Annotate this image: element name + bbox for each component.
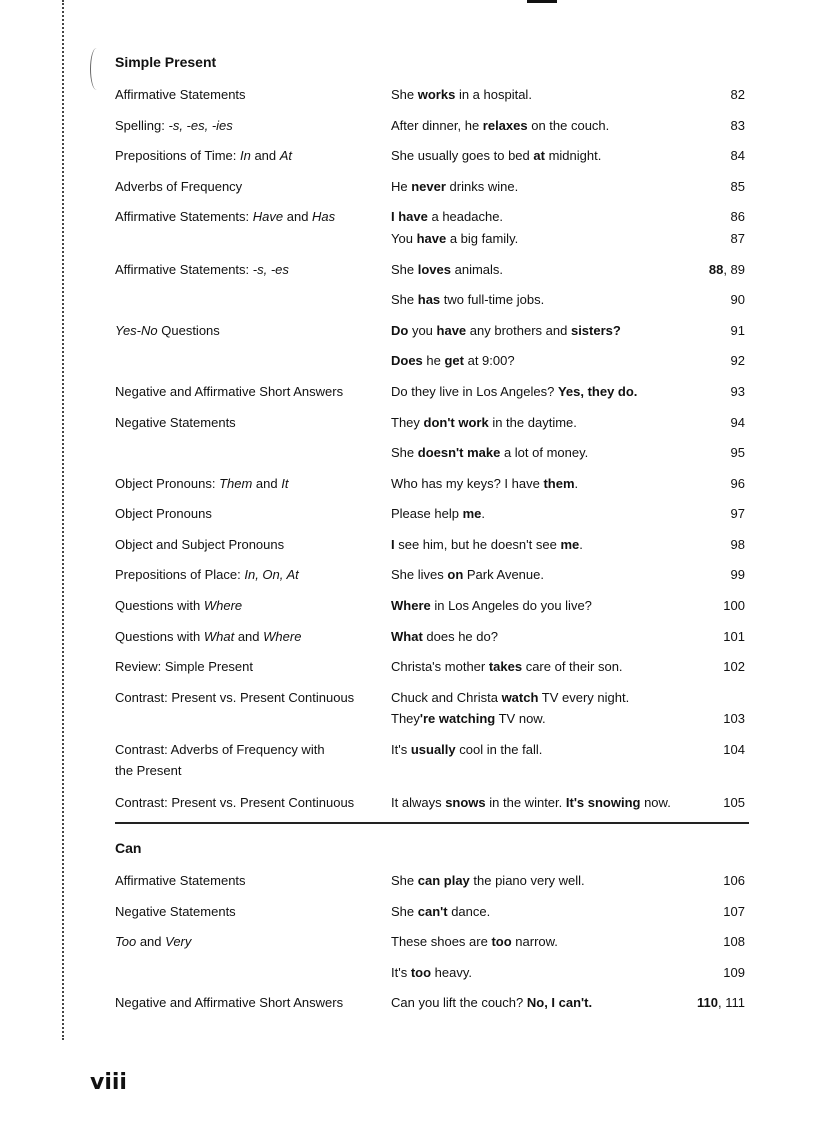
example-cell: Does he get at 9:00? (391, 353, 515, 368)
topic-cell: Negative Statements (115, 904, 236, 919)
example-cell: They're watching TV now. (391, 711, 546, 726)
example-cell: It's too heavy. (391, 965, 472, 980)
page-cell: 101 (723, 629, 745, 644)
topic-cell: Too and Very (115, 934, 192, 949)
example-cell: What does he do? (391, 629, 498, 644)
topic-cell: Prepositions of Time: In and At (115, 148, 293, 163)
page-cell: 83 (730, 118, 745, 133)
section-title: Can (115, 840, 142, 856)
page-cell: 85 (730, 179, 745, 194)
page-cell: 94 (730, 415, 745, 430)
page-cell: 96 (730, 476, 745, 491)
example-cell: She usually goes to bed at midnight. (391, 148, 602, 163)
page-cell: 86 (730, 209, 745, 224)
example-cell: These shoes are too narrow. (391, 934, 558, 949)
topic-cell: Contrast: Present vs. Present Continuous (115, 690, 355, 705)
page-cell: 104 (723, 742, 745, 757)
topic-cell: Contrast: Present vs. Present Continuous (115, 795, 355, 810)
example-cell: Do they live in Los Angeles? Yes, they do. (391, 384, 638, 399)
top-bar (527, 0, 557, 3)
topic-cell: Object Pronouns: Them and It (115, 476, 289, 491)
topic-cell: Negative and Affirmative Short Answers (115, 384, 344, 399)
example-cell: Do you have any brothers and sisters? (391, 323, 621, 338)
example-cell: She lives on Park Avenue. (391, 567, 544, 582)
bracket-mark (90, 48, 103, 90)
example-cell: She doesn't make a lot of money. (391, 445, 589, 460)
topic-cell: Negative and Affirmative Short Answers (115, 995, 344, 1010)
topic-cell: the Present (115, 763, 182, 778)
page-cell: 90 (730, 292, 745, 307)
example-cell: He never drinks wine. (391, 179, 519, 194)
topic-cell: Adverbs of Frequency (115, 179, 243, 194)
example-cell: Please help me. (391, 506, 485, 521)
example-cell: Where in Los Angeles do you live? (391, 598, 592, 613)
example-cell: She loves animals. (391, 262, 504, 277)
example-cell: Who has my keys? I have them. (391, 476, 579, 491)
example-cell: I have a headache. (391, 209, 504, 224)
page-cell: 95 (730, 445, 745, 460)
page-cell: 110, 111 (697, 995, 745, 1010)
topic-cell: Questions with What and Where (115, 629, 302, 644)
page-cell: 109 (723, 965, 745, 980)
page-cell: 92 (730, 353, 745, 368)
topic-cell: Contrast: Adverbs of Frequency with (115, 742, 325, 757)
topic-cell: Object and Subject Pronouns (115, 537, 285, 552)
page-cell: 97 (730, 506, 745, 521)
example-cell: She works in a hospital. (391, 87, 532, 102)
example-cell: After dinner, he relaxes on the couch. (391, 118, 610, 133)
page-cell: 88, 89 (708, 262, 745, 277)
page-cell: 84 (730, 148, 745, 163)
page-number: viii (90, 1070, 127, 1095)
topic-cell: Spelling: -s, -es, -ies (115, 118, 233, 133)
page-cell: 102 (723, 659, 745, 674)
dotted-margin-line (62, 0, 64, 1040)
example-cell: I see him, but he doesn't see me. (391, 537, 583, 552)
topic-cell: Review: Simple Present (115, 659, 253, 674)
example-cell: Christa's mother takes care of their son. (391, 659, 623, 674)
example-cell: It's usually cool in the fall. (391, 742, 543, 757)
page-cell: 93 (730, 384, 745, 399)
page-cell: 82 (730, 87, 745, 102)
topic-cell: Affirmative Statements (115, 87, 246, 102)
example-cell: Can you lift the couch? No, I can't. (391, 995, 593, 1010)
topic-cell: Affirmative Statements: Have and Has (115, 209, 336, 224)
page-cell: 105 (723, 795, 745, 810)
page-cell: 103 (723, 711, 745, 726)
topic-cell: Prepositions of Place: In, On, At (115, 567, 299, 582)
topic-cell: Negative Statements (115, 415, 236, 430)
section-divider (115, 822, 749, 824)
example-cell: It always snows in the winter. It's snowing now. (391, 795, 671, 810)
page-cell: 91 (730, 323, 745, 338)
topic-cell: Yes-No Questions (115, 323, 220, 338)
page-cell: 99 (730, 567, 745, 582)
example-cell: She can play the piano very well. (391, 873, 585, 888)
example-cell: She has two full-time jobs. (391, 292, 545, 307)
page-cell: 107 (723, 904, 745, 919)
topic-cell: Affirmative Statements (115, 873, 246, 888)
page-cell: 98 (730, 537, 745, 552)
page-cell: 87 (730, 231, 745, 246)
page-cell: 100 (723, 598, 745, 613)
example-cell: Chuck and Christa watch TV every night. (391, 690, 630, 705)
page-cell: 108 (723, 934, 745, 949)
section-title: Simple Present (115, 54, 217, 70)
page-cell: 106 (723, 873, 745, 888)
example-cell: You have a big family. (391, 231, 519, 246)
topic-cell: Object Pronouns (115, 506, 212, 521)
example-cell: She can't dance. (391, 904, 491, 919)
topic-cell: Questions with Where (115, 598, 243, 613)
example-cell: They don't work in the daytime. (391, 415, 577, 430)
topic-cell: Affirmative Statements: -s, -es (115, 262, 289, 277)
